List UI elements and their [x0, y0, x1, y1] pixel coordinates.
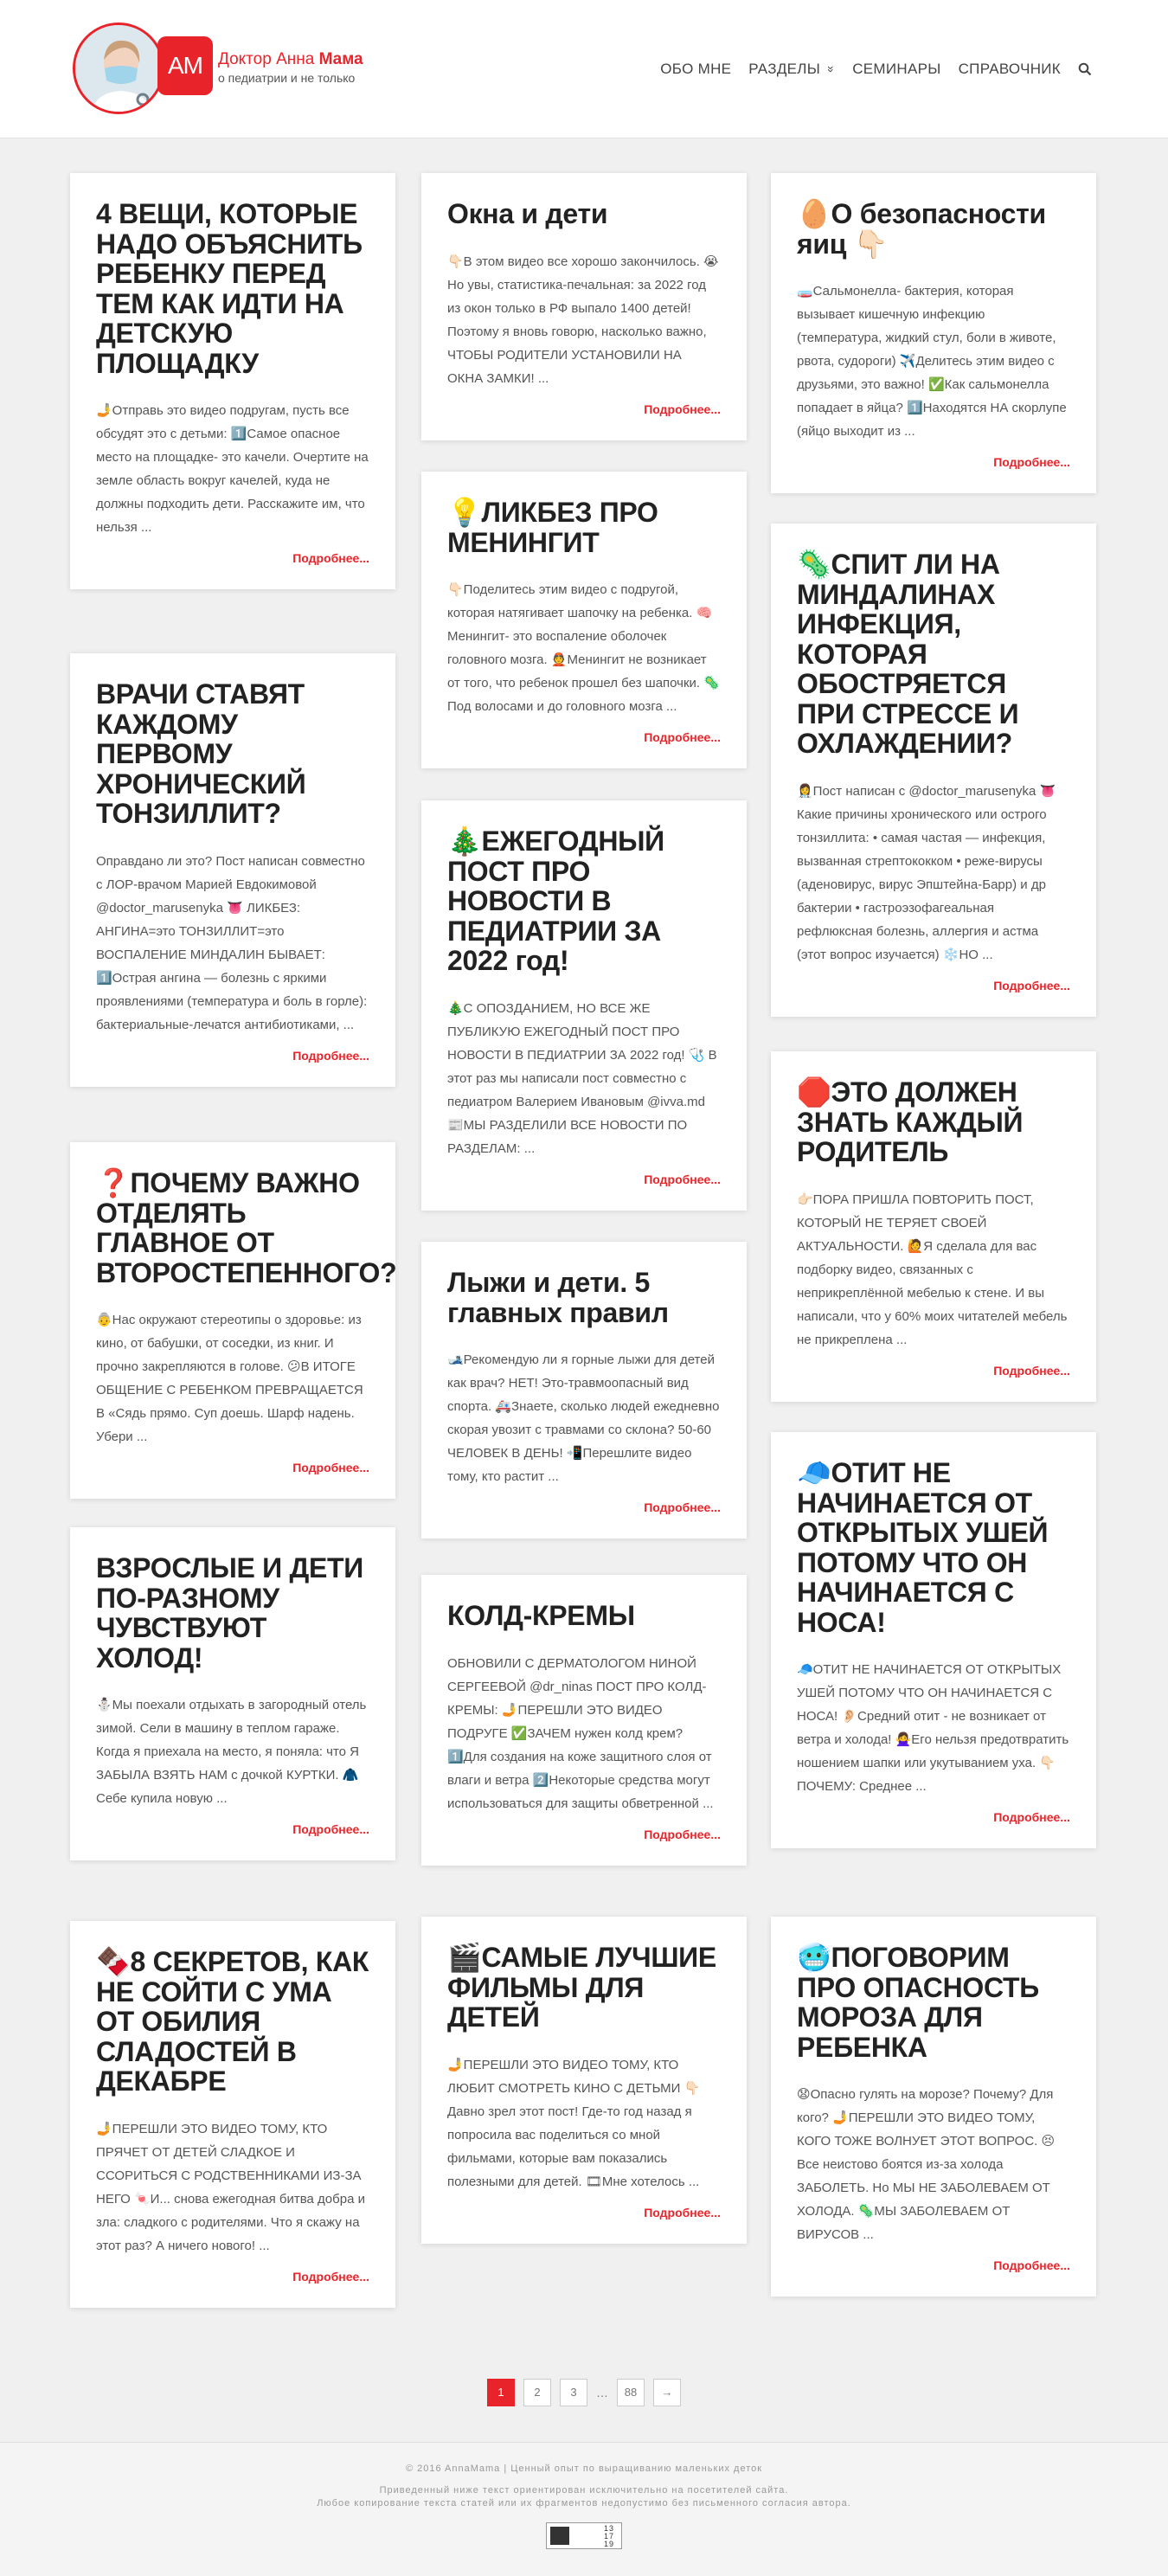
read-more-link[interactable]: Подробнее... [292, 1461, 369, 1475]
post-card [771, 524, 1096, 1017]
post-title[interactable]: 🍫8 СЕКРЕТОВ, КАК НЕ СОЙТИ С УМА ОТ ОБИЛИЯ СЛАДОСТЕЙ В ДЕКАБРЕ [96, 1946, 369, 2097]
post-card [421, 800, 747, 1211]
nav-item-about[interactable]: ОБО МНЕ [660, 61, 732, 77]
site-header [0, 0, 1168, 138]
post-card [421, 1575, 747, 1866]
post-excerpt: 👉🏻ПОРА ПРИШЛА ПОВТОРИТЬ ПОСТ, КОТОРЫЙ НЕ ТЕРЯЕТ СВОЕЙ АКТУАЛЬНОСТИ. 🙋Я сделала для вас подборку видео, связанных с неприкреплённой мебелью к стене. И вы написали, что у 60% моих читателей мебель не прикреплена ... [797, 1192, 1068, 1347]
search-icon[interactable] [1078, 62, 1092, 76]
post-title[interactable]: 🥶ПОГОВОРИМ ПРО ОПАСНОСТЬ МОРОЗА ДЛЯ РЕБЕНКА [797, 1942, 1039, 2063]
post-card [70, 1527, 395, 1860]
counter-logo-icon [550, 2527, 569, 2545]
post-card [70, 653, 395, 1087]
post-excerpt: 🤳ПЕРЕШЛИ ЭТО ВИДЕО ТОМУ, КТО ПРЯЧЕТ ОТ ДЕТЕЙ СЛАДКОЕ И ССОРИТЬСЯ С РОДСТВЕННИКАМИ ИЗ-ЗА НЕГО 🍬И... снова ежегодная битва добра и зла: сладкого с родителями. Что я скажу на этот раз? А ничего нового! ... [96, 2121, 365, 2253]
post-title[interactable]: 🎄ЕЖЕГОДНЫЙ ПОСТ ПРО НОВОСТИ В ПЕДИАТРИИ ЗА 2022 год! [447, 825, 664, 977]
read-more-link[interactable]: Подробнее... [644, 401, 721, 416]
post-title[interactable]: 🥚О безопасности яиц 👇🏻 [797, 198, 1046, 260]
logo-badge[interactable]: AM [157, 36, 213, 95]
post-title[interactable]: ВРАЧИ СТАВЯТ КАЖДОМУ ПЕРВОМУ ХРОНИЧЕСКИЙ ТОНЗИЛЛИТ? [96, 678, 306, 830]
nav-item-sections[interactable] [748, 61, 839, 78]
nav-item-seminars[interactable]: СЕМИНАРЫ [852, 61, 941, 77]
post-excerpt: 🤳Отправь это видео подругам, пусть все обсудят это с детьми: 1️⃣Самое опасное место на площадке- это качели. Очертите на земле область вокруг качелей, куда не должны подходить дети. Расскажите им, что нельзя ... [96, 403, 369, 536]
post-excerpt: 🎿Рекомендую ли я горные лыжи для детей как врач? НЕТ! Это-травмоопасный вид спорта. 🚑Знаете, сколько людей ежедневно скорая увозит с травмами со склона? 50-60 ЧЕЛОВЕК В ДЕНЬ! 📲Перешлите видео тому, кто растит ... [447, 1352, 720, 1485]
post-title[interactable]: ВЗРОСЛЫЕ И ДЕТИ ПО-РАЗНОМУ ЧУВСТВУЮТ ХОЛОД! [96, 1552, 363, 1673]
site-footer [0, 2442, 1168, 2576]
read-more-link[interactable]: Подробнее... [993, 978, 1070, 992]
nav-item-reference[interactable]: СПРАВОЧНИК [958, 61, 1061, 77]
post-card [771, 173, 1096, 493]
read-more-link[interactable]: Подробнее... [993, 455, 1070, 470]
page-last-button[interactable]: 88 [617, 2379, 645, 2406]
read-more-link[interactable]: Подробнее... [644, 730, 721, 745]
site-subtitle: о педиатрии и не только [218, 71, 356, 85]
next-page-button[interactable]: → [653, 2379, 681, 2406]
pagination-ellipsis: … [596, 2386, 608, 2399]
post-excerpt: 👇🏻В этом видео все хорошо закончилось. 😭Но увы, статистика-печальная: за 2022 год из окон только в РФ выпало 1400 детей! Поэтому я вновь говорю, насколько важно, ЧТОБЫ РОДИТЕЛИ УСТАНОВИЛИ НА ОКНА ЗАМКИ! ... [447, 254, 719, 386]
read-more-link[interactable]: Подробнее... [292, 1822, 369, 1837]
read-more-link[interactable]: Подробнее... [993, 2258, 1070, 2273]
counter-value-top: 13 [603, 2524, 614, 2533]
counter-value-mid: 17 [603, 2532, 614, 2541]
page-1-button[interactable]: 1 [487, 2379, 515, 2406]
post-card [421, 472, 747, 768]
post-excerpt: 👩‍⚕️Пост написан с @doctor_marusenyka 👅 Какие причины хронического или острого тонзиллита: • самая частая — инфекция, вызванная стрептококком • реже-вирусы (аденовирус, вирус Эпштейна-Барр) и др бактерии • гастроэзофагеальная рефлюксная болезнь, аллергия и астма (этот вопрос изучается) ❄️НО ... [797, 783, 1056, 962]
footer-legal-line-2: Любое копирование текста статей или их фрагментов недопустимо без письменного согласия автора. [317, 2498, 851, 2509]
post-title[interactable]: 💡ЛИКБЕЗ ПРО МЕНИНГИТ [447, 497, 658, 558]
footer-legal-line-1: Приведенный ниже текст ориентирован исключительно на посетителей сайта. [379, 2485, 789, 2496]
post-title[interactable]: 🧢ОТИТ НЕ НАЧИНАЕТСЯ ОТ ОТКРЫТЫХ УШЕЙ ПОТОМУ ЧТО ОН НАЧИНАЕТСЯ С НОСА! [797, 1457, 1049, 1638]
nav-item-sections-label: РАЗДЕЛЫ [748, 61, 821, 77]
read-more-link[interactable]: Подробнее... [644, 1172, 721, 1186]
site-title-accent: Мама [318, 50, 363, 68]
post-excerpt: ОБНОВИЛИ С ДЕРМАТОЛОГОМ НИНОЙ СЕРГЕЕВОЙ @dr_ninas ПОСТ ПРО КОЛД-КРЕМЫ: 🤳ПЕРЕШЛИ ЭТО ВИДЕО ПОДРУГЕ ✅ЗАЧЕМ нужен колд крем? 1️⃣Для создания на коже защитного слоя от влаги и ветра 2️⃣Некоторые средства могут использоваться для защиты обветренной ... [447, 1655, 714, 1811]
post-title[interactable]: ❓ПОЧЕМУ ВАЖНО ОТДЕЛЯТЬ ГЛАВНОЕ ОТ ВТОРОСТЕПЕННОГО? [96, 1167, 397, 1288]
post-card [70, 1921, 395, 2308]
footer-copyright: © 2016 AnnaMama | Ценный опыт по выращиванию маленьких деток [405, 2464, 763, 2474]
pagination [0, 2379, 1168, 2406]
post-card [771, 1051, 1096, 1402]
doctor-illustration-icon [75, 25, 164, 114]
read-more-link[interactable]: Подробнее... [993, 1363, 1070, 1378]
read-more-link[interactable]: Подробнее... [644, 1500, 721, 1515]
post-excerpt: Оправдано ли это? Пост написан совместно с ЛОР-врачом Марией Евдокимовой @doctor_marusenyka 👅 ЛИКБЕЗ: АНГИНА=это ТОНЗИЛЛИТ=это ВОСПАЛЕНИЕ МИНДАЛИН БЫВАЕТ: 1️⃣Острая ангина — болезнь с яркими проявлениями (температура и боль в горле): бактериальные-лечатся антибиотиками, ... [96, 853, 368, 1032]
post-title[interactable]: 🎬САМЫЕ ЛУЧШИЕ ФИЛЬМЫ ДЛЯ ДЕТЕЙ [447, 1942, 716, 2033]
read-more-link[interactable]: Подробнее... [644, 1827, 721, 1841]
post-title[interactable]: 🛑ЭТО ДОЛЖЕН ЗНАТЬ КАЖДЫЙ РОДИТЕЛЬ [797, 1076, 1024, 1168]
post-excerpt: 😧Опасно гулять на морозе? Почему? Для кого? 🤳ПЕРЕШЛИ ЭТО ВИДЕО ТОМУ, КОГО ТОЖЕ ВОЛНУЕТ ЭТОТ ВОПРОС. 😣 Все неистово боятся из-за холода ЗАБОЛЕТЬ. Но МЫ НЕ ЗАБОЛЕВАЕМ ОТ ХОЛОДА. 🦠МЫ ЗАБОЛЕВАЕМ ОТ ВИРУСОВ ... [797, 2087, 1056, 2243]
page-3-button[interactable]: 3 [560, 2379, 587, 2406]
post-card [70, 1142, 395, 1499]
site-title-main: Доктор Анна [218, 50, 315, 68]
chevron-down-icon: » [825, 65, 839, 74]
read-more-link[interactable]: Подробнее... [644, 2205, 721, 2219]
read-more-link[interactable]: Подробнее... [292, 551, 369, 566]
visit-counter-badge[interactable] [546, 2522, 622, 2549]
post-excerpt: 🧫Сальмонелла- бактерия, которая вызывает кишечную инфекцию (температура, жидкий стул, боли в животе, рвота, судороги) ✈️Делитесь этим видео с друзьями, это важно! ✅Как сальмонелла попадает в яйца? 1️⃣Находятся НА скорлупе (яйцо выходит из ... [797, 284, 1067, 440]
page-2-button[interactable]: 2 [523, 2379, 551, 2406]
post-card [421, 1917, 747, 2244]
post-excerpt: 👇🏻Поделитесь этим видео с подругой, которая натягивает шапочку на ребенка. 🧠Менингит- это воспаление оболочек головного мозга. 👲Менингит не возникает от того, что ребенок прошел без шапочки. 🦠Под волосами и до головного мозга ... [447, 582, 720, 715]
post-card [421, 1242, 747, 1539]
post-title[interactable]: Лыжи и дети. 5 главных правил [447, 1267, 669, 1328]
footer-legal [0, 2484, 1168, 2510]
post-card [421, 173, 747, 440]
post-title[interactable]: 4 ВЕЩИ, КОТОРЫЕ НАДО ОБЪЯСНИТЬ РЕБЕНКУ ПЕРЕД ТЕМ КАК ИДТИ НА ДЕТСКУЮ ПЛОЩАДКУ [96, 198, 363, 379]
post-card [70, 173, 395, 589]
read-more-link[interactable]: Подробнее... [292, 1048, 369, 1063]
post-excerpt: 👵Нас окружают стереотипы о здоровье: из кино, от бабушки, от соседки, из книг. И прочно закрепляются в голове. 😕В ИТОГЕ ОБЩЕНИЕ С РЕБЕНКОМ ПРЕВРАЩАЕТСЯ В «Сядь прямо. Суп доешь. Шарф надень. Убери ... [96, 1313, 363, 1445]
post-title[interactable]: 🦠СПИТ ЛИ НА МИНДАЛИНАХ ИНФЕКЦИЯ, КОТОРАЯ ОБОСТРЯЕТСЯ ПРИ СТРЕССЕ И ОХЛАЖДЕНИИ? [797, 549, 1019, 760]
post-excerpt: ⛄Мы поехали отдыхать в загородный отель зимой. Сели в машину в теплом гараже. Когда я приехала на место, я поняла: что Я ЗАБЫЛА ВЗЯТЬ НАМ с дочкой КУРТКИ. 🧥Себе купила новую ... [96, 1698, 367, 1807]
post-excerpt: 🤳ПЕРЕШЛИ ЭТО ВИДЕО ТОМУ, КТО ЛЮБИТ СМОТРЕТЬ КИНО С ДЕТЬМИ 👇🏻 Давно зрел этот пост! Где-то год назад я попросила вас поделиться со мной фильмами, которые вам показались полезными для детей. 🎞Мне хотелось ... [447, 2057, 701, 2189]
doctor-avatar-logo[interactable] [73, 22, 164, 114]
post-card [771, 1432, 1096, 1848]
read-more-link[interactable]: Подробнее... [292, 2269, 369, 2284]
post-card [771, 1917, 1096, 2297]
main-navigation [660, 61, 1092, 78]
read-more-link[interactable]: Подробнее... [993, 1810, 1070, 1825]
post-excerpt: 🎄С ОПОЗДАНИЕМ, НО ВСЕ ЖЕ ПУБЛИКУЮ ЕЖЕГОДНЫЙ ПОСТ ПРО НОВОСТИ В ПЕДИАТРИИ ЗА 2022 год! 🩺 В этот раз мы написали пост совместно с педиатром Валерием Ивановым @ivva.md 📰МЫ РАЗДЕЛИЛИ ВСЕ НОВОСТИ ПО РАЗДЕЛАМ: ... [447, 1000, 717, 1156]
site-title[interactable] [218, 50, 363, 69]
post-title[interactable]: КОЛД-КРЕМЫ [447, 1600, 635, 1631]
post-excerpt: 🧢ОТИТ НЕ НАЧИНАЕТСЯ ОТ ОТКРЫТЫХ УШЕЙ ПОТОМУ ЧТО ОН НАЧИНАЕТСЯ С НОСА! 👂🏻Средний отит - не возникает от ветра и холода! 🙅‍♀️Его нельзя предотвратить ношением шапки или укутыванием уха. 👇🏻ПОЧЕМУ: Среднее ... [797, 1662, 1069, 1795]
counter-value-bot: 19 [603, 2540, 614, 2548]
post-title[interactable]: Окна и дети [447, 198, 608, 229]
